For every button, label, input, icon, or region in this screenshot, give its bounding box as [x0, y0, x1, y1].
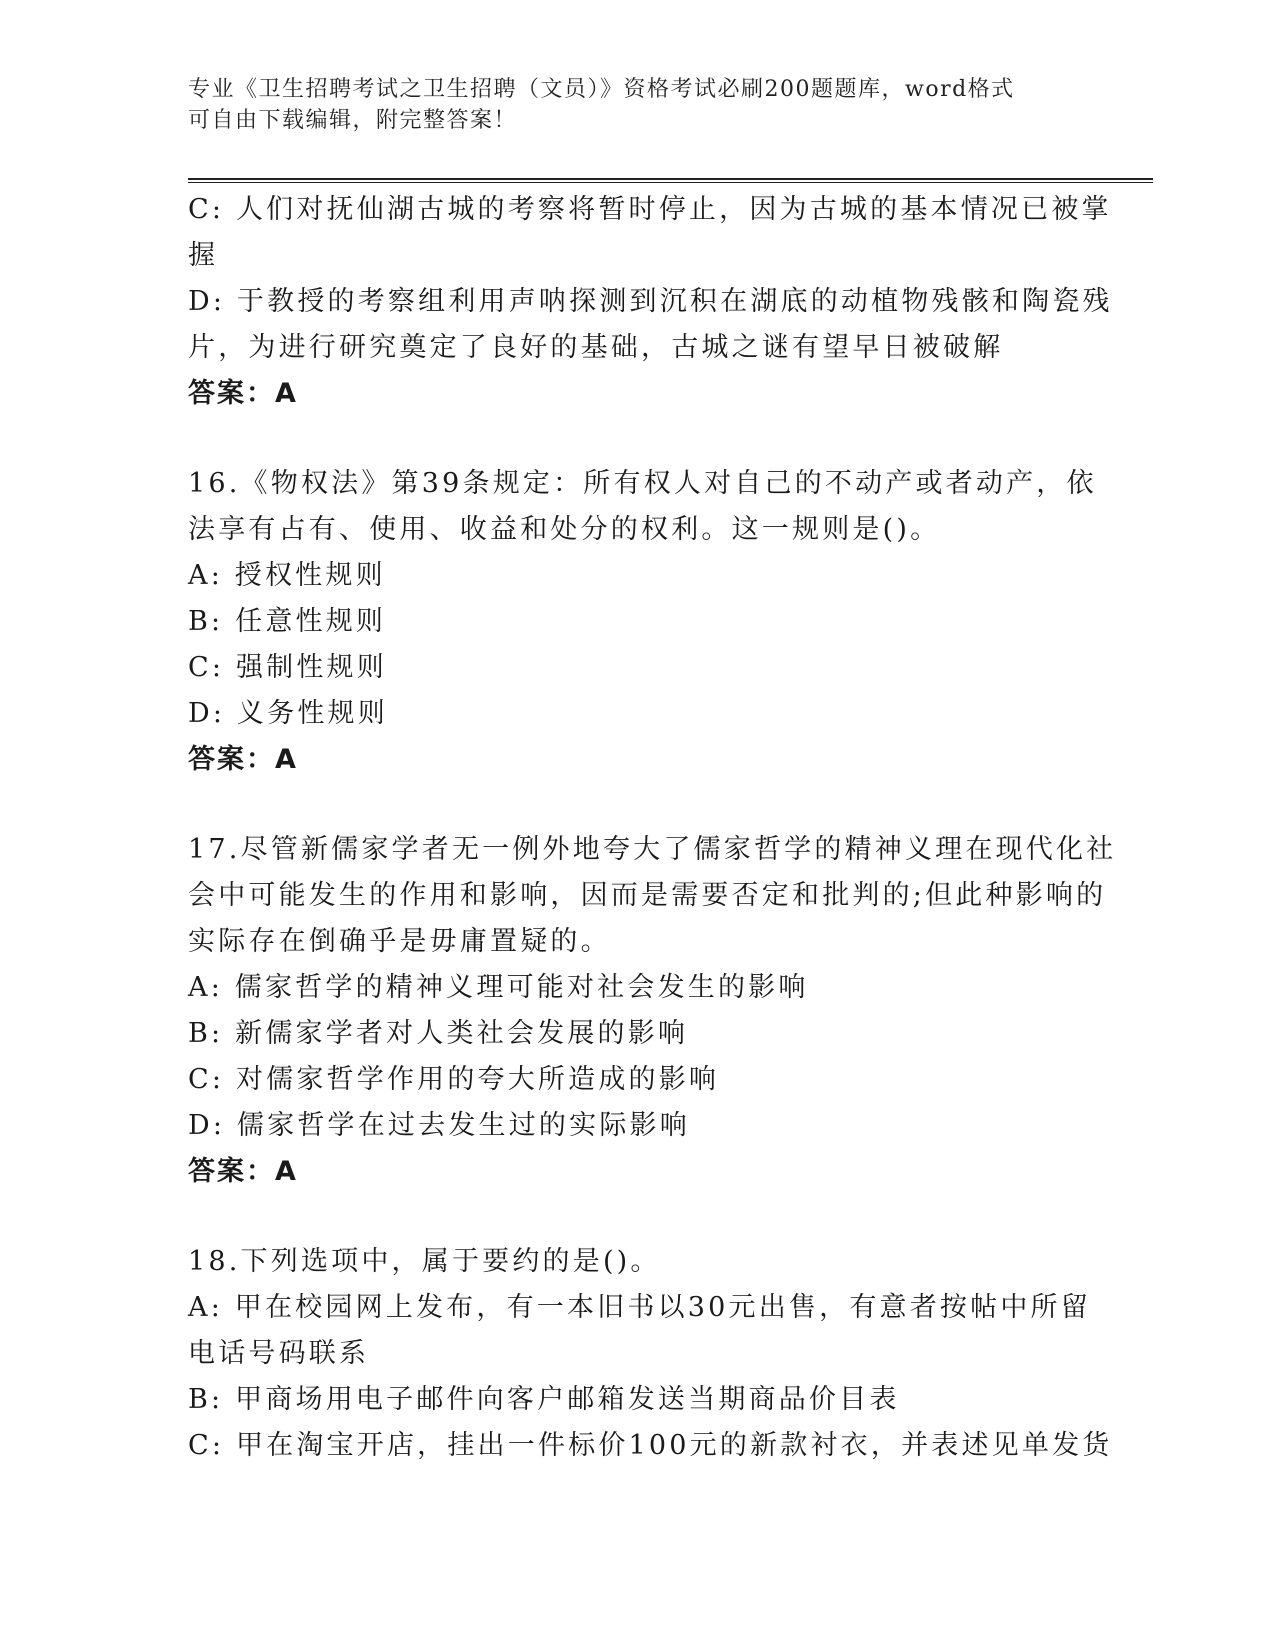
- header-title-line-2: 可自由下载编辑，附完整答案！: [188, 108, 518, 133]
- option-a-line: A: 甲在校园网上发布，有一本旧书以30元出售，有意者按帖中所留: [188, 1292, 1091, 1323]
- header-title-line-1: 专业《卫生招聘考试之卫生招聘（文员）》资格考试必刷200题题库，word格式: [188, 77, 1015, 102]
- option-c-line: 握: [188, 240, 219, 271]
- option-c: C: 强制性规则: [188, 652, 387, 683]
- option-b: B: 任意性规则: [188, 606, 387, 637]
- answer-label: 答案：A: [188, 744, 298, 775]
- header-divider-thick: [188, 178, 1153, 180]
- answer-label: 答案：A: [188, 1156, 298, 1187]
- question-stem-line: 17.尽管新儒家学者无一例外地夸大了儒家哲学的精神义理在现代化社: [188, 834, 1117, 865]
- question-15-tail: [188, 187, 1113, 417]
- spacer: [188, 417, 1088, 461]
- document-body: [188, 187, 1117, 1469]
- question-18: [188, 1239, 1113, 1469]
- question-stem-line: 18.下列选项中，属于要约的是()。: [188, 1246, 661, 1277]
- question-16: [188, 461, 1097, 783]
- option-a: A: 儒家哲学的精神义理可能对社会发生的影响: [188, 972, 809, 1003]
- option-c: C: 甲在淘宝开店，挂出一件标价100元的新款衬衣，并表述见单发货: [188, 1430, 1113, 1461]
- option-d: D: 儒家哲学在过去发生过的实际影响: [188, 1110, 690, 1141]
- question-stem-line: 会中可能发生的作用和影响，因而是需要否定和批判的;但此种影响的: [188, 880, 1107, 911]
- question-stem-line: 16.《物权法》第39条规定：所有权人对自己的不动产或者动产，依: [188, 468, 1097, 499]
- option-b: B: 甲商场用电子邮件向客户邮箱发送当期商品价目表: [188, 1384, 900, 1415]
- option-a: A: 授权性规则: [188, 560, 386, 591]
- question-stem-line: 实际存在倒确乎是毋庸置疑的。: [188, 926, 611, 957]
- spacer: [188, 1195, 1088, 1239]
- option-a-line: 电话号码联系: [188, 1338, 370, 1369]
- option-d-line: 片，为进行研究奠定了良好的基础，古城之谜有望早日被破解: [188, 332, 1004, 363]
- option-d: D: 义务性规则: [188, 698, 388, 729]
- spacer: [188, 783, 1088, 827]
- document-header: [188, 74, 1088, 136]
- question-17: [188, 827, 1117, 1195]
- question-stem-line: 法享有占有、使用、收益和处分的权利。这一规则是()。: [188, 514, 941, 545]
- option-d-line: D: 于教授的考察组利用声呐探测到沉积在湖底的动植物残骸和陶瓷残: [188, 286, 1113, 317]
- answer-label: 答案：A: [188, 378, 298, 409]
- option-b: B: 新儒家学者对人类社会发展的影响: [188, 1018, 689, 1049]
- header-divider-thin: [188, 182, 1153, 183]
- option-c-line: C: 人们对抚仙湖古城的考察将暂时停止，因为古城的基本情况已被掌: [188, 194, 1112, 225]
- option-c: C: 对儒家哲学作用的夸大所造成的影响: [188, 1064, 720, 1095]
